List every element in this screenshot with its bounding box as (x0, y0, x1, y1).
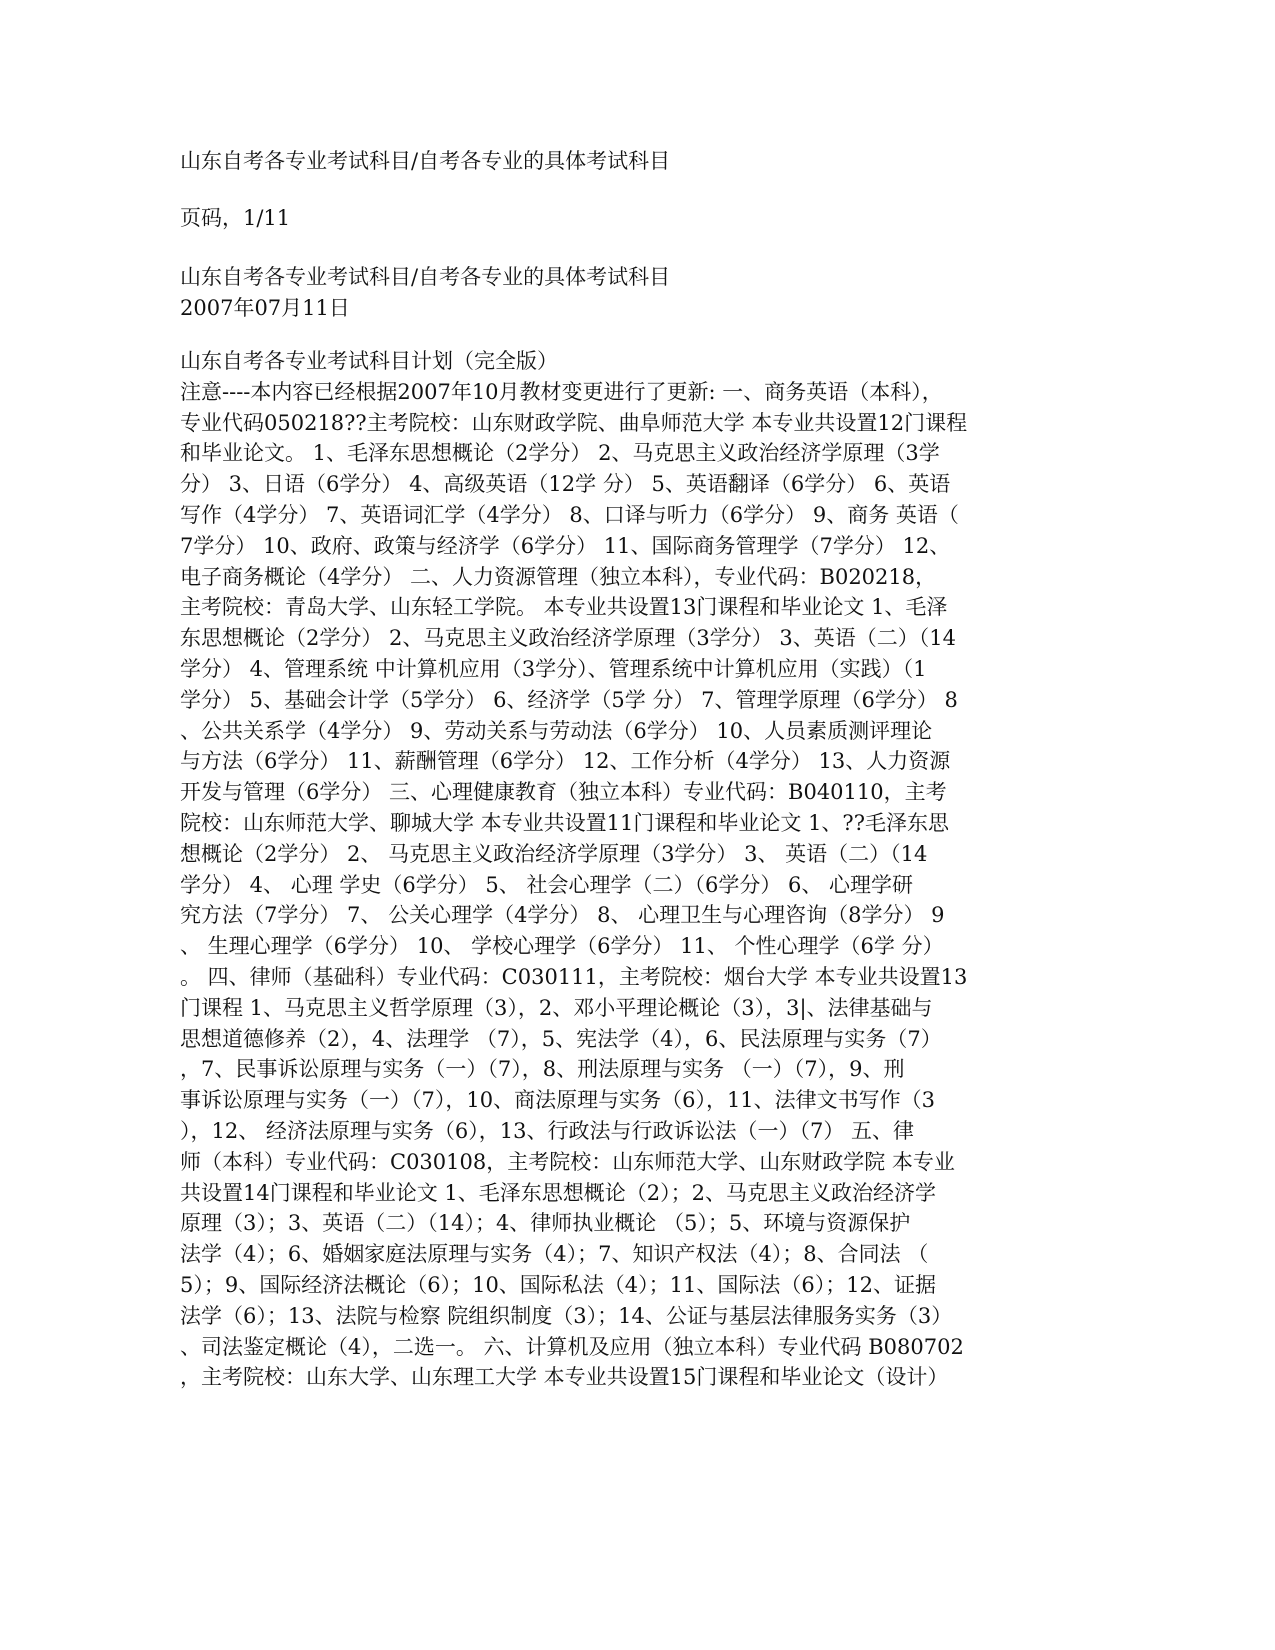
body-line: ，主考院校：山东大学、山东理工大学 本专业共设置15门课程和毕业论文（设计） (180, 1365, 949, 1390)
body-line: 门课程 1、马克思主义哲学原理（3），2、邓小平理论概论（3），3|、法律基础与 (180, 995, 933, 1020)
body-line: 、司法鉴定概论（4），二选一。 六、计算机及应用（独立本科）专业代码 B080702 (180, 1334, 964, 1359)
document-body (180, 346, 967, 1393)
body-line: 5）；9、国际经济法概论（6）；10、国际私法（4）；11、国际法（6）；12、证据 (180, 1272, 936, 1297)
body-line: 法学（4）；6、婚姻家庭法原理与实务（4）；7、知识产权法（4）；8、合同法 （ (180, 1242, 929, 1267)
body-line: 共设置14门课程和毕业论文 1、毛泽东思想概论（2）；2、马克思主义政治经济学 (180, 1180, 936, 1205)
body-line: 学分） 4、管理系统 中计算机应用（3学分）、管理系统中计算机应用（实践）（1 (180, 656, 927, 681)
body-line: 学分） 5、基础会计学（5学分） 6、经济学（5学 分） 7、管理学原理（6学分） 8 (180, 687, 958, 712)
body-line: ），12、 经济法原理与实务（6），13、行政法与行政诉讼法（一）（7） 五、律 (180, 1118, 915, 1143)
body-line: 思想道德修养（2），4、法理学 （7），5、宪法学（4），6、民法原理与实务（7） (180, 1026, 942, 1051)
body-line: 注意----本内容已经根据2007年10月教材变更进行了更新: 一、商务英语（本科）， (180, 379, 943, 404)
body-heading: 山东自考各专业考试科目计划（完全版） (180, 349, 558, 373)
body-line: 、 生理心理学（6学分） 10、 学校心理学（6学分） 11、 个性心理学（6学 分） (180, 934, 944, 959)
body-line: 事诉讼原理与实务（一）（7），10、商法原理与实务（6），11、法律文书写作（3 (180, 1088, 936, 1113)
document-title: 山东自考各专业考试科目/自考各专业的具体考试科目 (180, 149, 671, 173)
body-line: 电子商务概论（4学分） 二、人力资源管理（独立本科），专业代码：B020218， (180, 564, 937, 589)
body-line: 东思想概论（2学分） 2、马克思主义政治经济学原理（3学分） 3、英语（二）（14 (180, 626, 957, 651)
body-line: 、公共关系学（4学分） 9、劳动关系与劳动法（6学分） 10、人员素质测评理论 (180, 718, 933, 743)
subtitle-block (180, 262, 670, 324)
body-line: 师（本科）专业代码：C030108，主考院校：山东师范大学、山东财政学院 本专业 (180, 1149, 955, 1174)
body-line: 与方法（6学分） 11、薪酬管理（6学分） 12、工作分析（4学分） 13、人力资源 (180, 749, 951, 774)
body-line: 法学（6）；13、法院与检察 院组织制度（3）；14、公证与基层法律服务实务（3） (180, 1303, 953, 1328)
document-date: 2007年07月11日 (180, 295, 350, 320)
document-subtitle: 山东自考各专业考试科目/自考各专业的具体考试科目 (180, 265, 671, 289)
body-line: 学分） 4、 心理 学史（6学分） 5、 社会心理学（二）（6学分） 6、 心理学研 (180, 872, 914, 897)
body-line: 主考院校：青岛大学、山东轻工学院。 本专业共设置13门课程和毕业论文 1、毛泽 (180, 595, 948, 620)
page-code-block (180, 203, 290, 234)
page-code: 页码，1/11 (180, 206, 291, 230)
body-line: 原理（3）；3、英语（二）（14）；4、律师执业概论 （5）；5、环境与资源保护 (180, 1211, 911, 1236)
body-line: 专业代码050218??主考院校：山东财政学院、曲阜师范大学 本专业共设置12门课程 (180, 410, 968, 435)
body-line: 分） 3、日语（6学分） 4、高级英语（12学 分） 5、英语翻译（6学分） 6、英语 (180, 472, 951, 497)
body-line: 写作（4学分） 7、英语词汇学（4学分） 8、口译与听力（6学分） 9、商务 英语（ (180, 502, 959, 527)
body-line: 开发与管理（6学分） 三、心理健康教育（独立本科）专业代码：B040110，主考 (180, 780, 947, 805)
body-line: 和毕业论文。 1、毛泽东思想概论（2学分） 2、马克思主义政治经济学原理（3学 (180, 441, 940, 466)
document-title-block (180, 146, 670, 177)
body-line: 想概论（2学分） 2、 马克思主义政治经济学原理（3学分） 3、 英语（二）（14 (180, 841, 928, 866)
body-line: 7学分） 10、政府、政策与经济学（6学分） 11、国际商务管理学（7学分） 12、 (180, 533, 951, 558)
body-line: ，7、民事诉讼原理与实务（一）（7），8、刑法原理与实务 （一）（7），9、刑 (180, 1057, 905, 1082)
body-line: 究方法（7学分） 7、 公关心理学（4学分） 8、 心理卫生与心理咨询（8学分） 9 (180, 903, 945, 928)
body-line: 。 四、律师（基础科）专业代码：C030111，主考院校：烟台大学 本专业共设置13 (180, 964, 968, 989)
body-line: 院校：山东师范大学、聊城大学 本专业共设置11门课程和毕业论文 1、??毛泽东思 (180, 810, 949, 835)
